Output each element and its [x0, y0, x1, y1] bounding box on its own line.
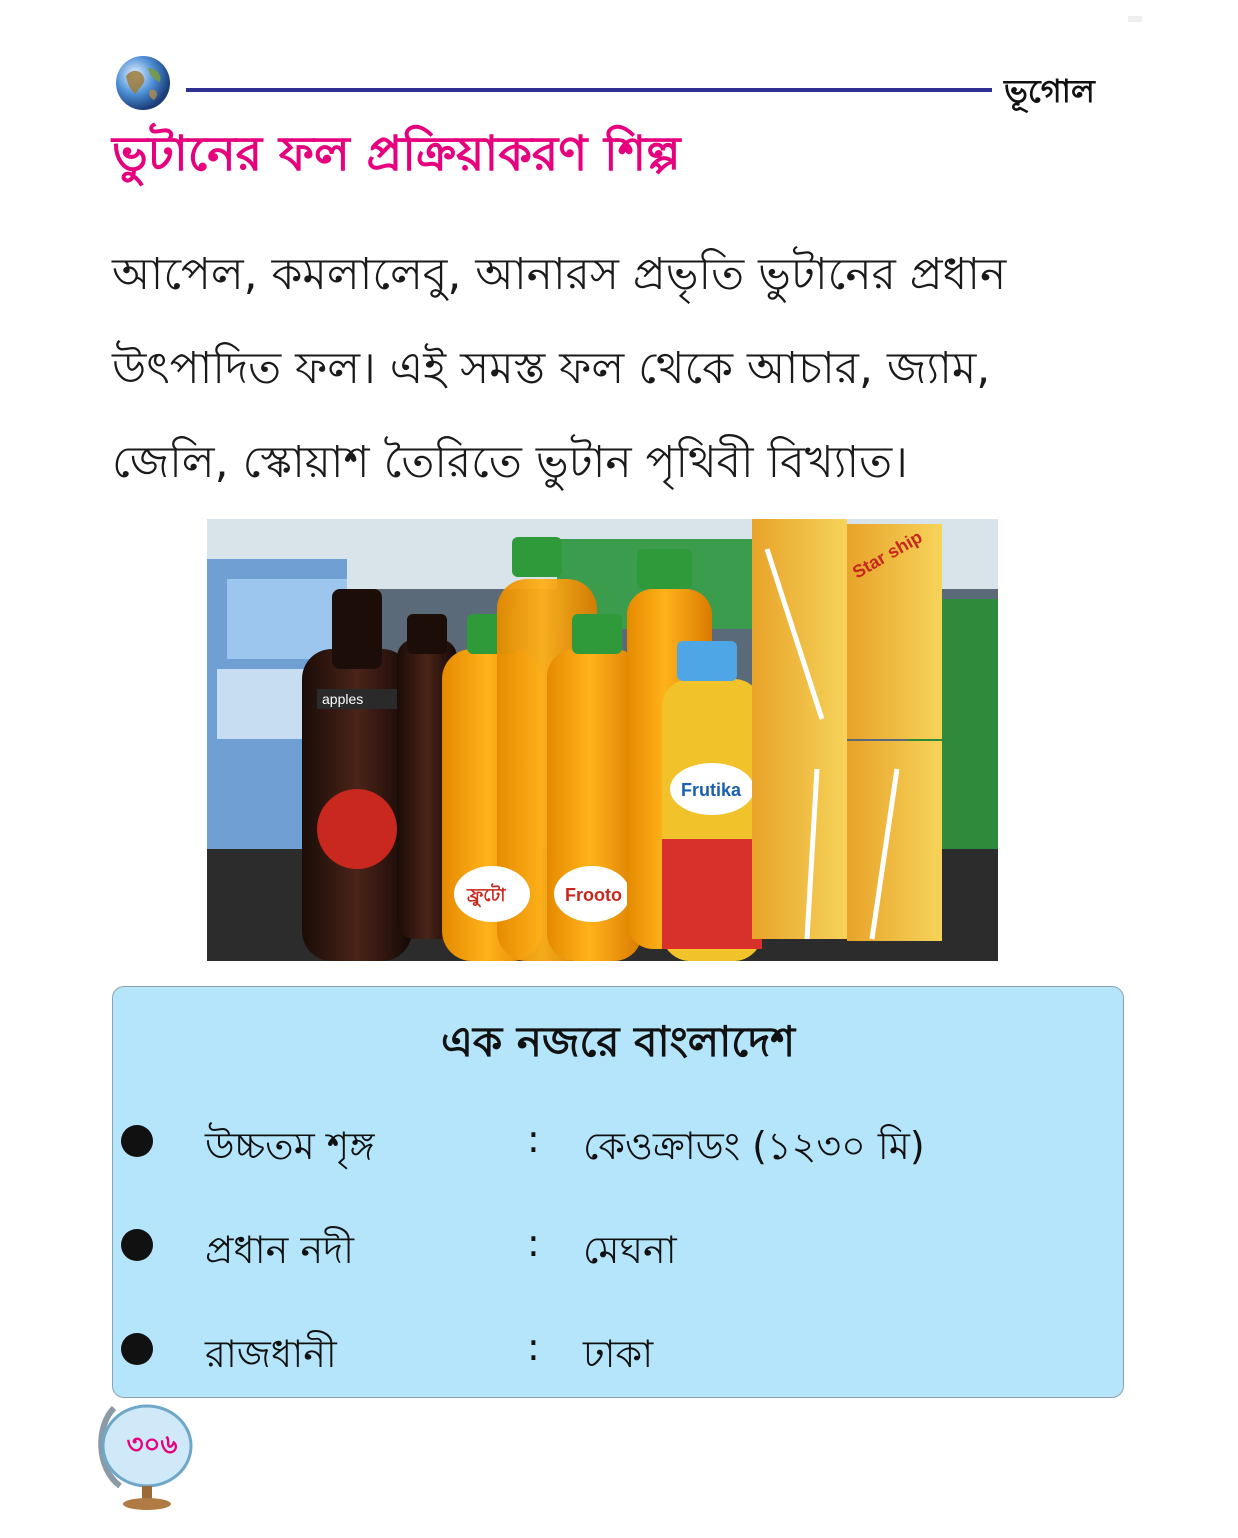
info-row-label: রাজধানী	[205, 1332, 337, 1376]
info-row	[113, 1319, 1123, 1379]
subject-label: ভূগোল	[1004, 72, 1095, 110]
info-box-title: এক নজরে বাংলাদেশ	[440, 1017, 796, 1066]
info-row-colon: :	[527, 1221, 540, 1265]
body-line: জেলি, স্কোয়াশ তৈরিতে ভুটান পৃথিবী বিখ্যাত।	[112, 437, 908, 488]
info-row-value: ঢাকা	[583, 1332, 654, 1376]
starship-label: Star ship	[849, 526, 926, 583]
frooto-bangla-label: ফ্রুটো	[467, 885, 506, 906]
corner-mark	[1128, 16, 1142, 22]
frutika-label: Frutika	[681, 780, 742, 800]
info-row-colon: :	[527, 1325, 540, 1369]
info-row-colon: :	[527, 1117, 540, 1161]
info-row-label: প্রধান নদী	[205, 1228, 354, 1272]
fruit-drinks-photo	[207, 519, 998, 961]
apples-label: apples	[322, 691, 364, 707]
info-box	[112, 986, 1124, 1398]
info-row-value: মেঘনা	[583, 1228, 677, 1272]
frooto-label: Frooto	[565, 885, 622, 905]
body-paragraph	[112, 228, 1142, 510]
bullet-icon	[121, 1125, 153, 1157]
bullet-icon	[121, 1229, 153, 1261]
info-row	[113, 1215, 1123, 1275]
bullet-icon	[121, 1333, 153, 1365]
globe-icon	[114, 54, 172, 112]
page-number: ৩০৬	[126, 1430, 178, 1460]
info-row-label: উচ্চতম শৃঙ্গ	[205, 1124, 375, 1168]
section-title: ভুটানের ফল প্রক্রিয়াকরণ শিল্প	[112, 126, 681, 182]
body-line: আপেল, কমলালেবু, আনারস প্রভৃতি ভুটানের প্রধান	[112, 249, 1007, 300]
info-row-value: কেওক্রাডং (১২৩০ মি)	[583, 1124, 925, 1168]
body-line: উৎপাদিত ফল। এই সমস্ত ফল থেকে আচার, জ্যাম,	[112, 343, 991, 394]
header-rule	[186, 88, 992, 92]
info-row	[113, 1111, 1123, 1171]
